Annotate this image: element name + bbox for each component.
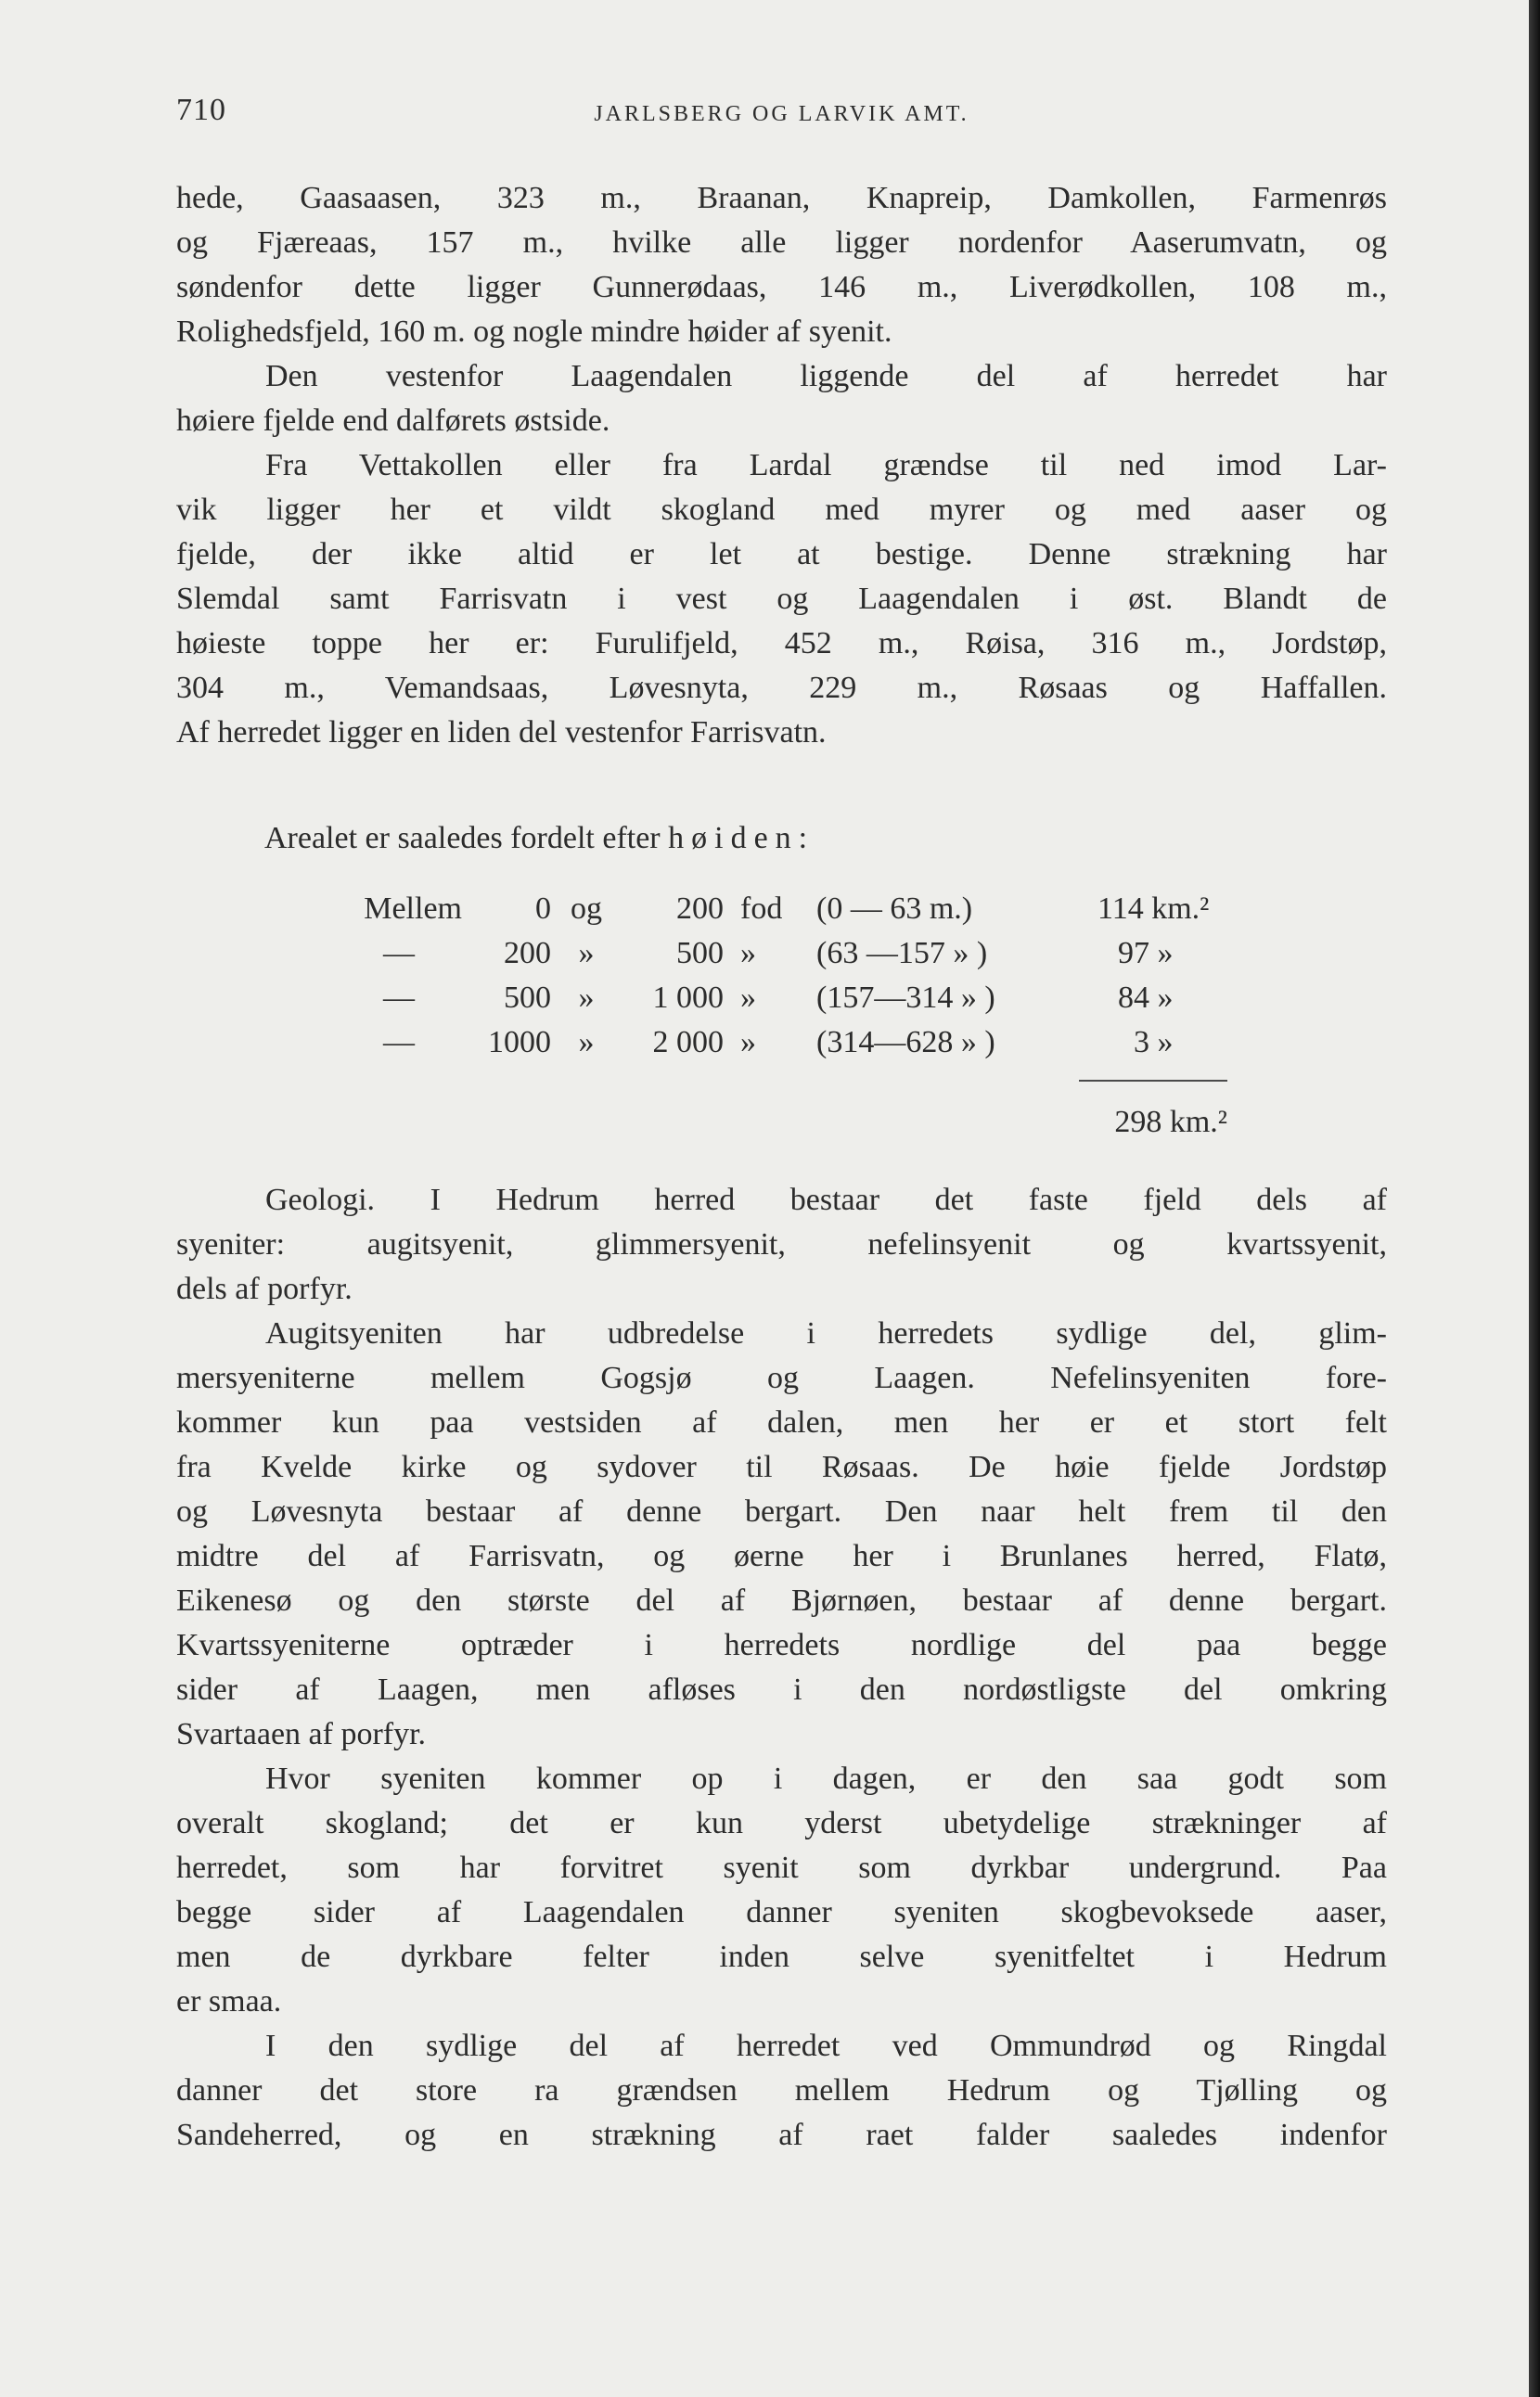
text-line: syeniter: augitsyenit, glimmersyenit, nefelinsyenit og kvartssyenit, — [176, 1227, 1387, 1262]
row-range: (63 —157 » ) — [816, 936, 988, 970]
text-line: Kvartssyeniterne optræder i herredets nordlige del paa begge — [176, 1628, 1387, 1662]
height-table-intro — [264, 816, 815, 861]
text-line: overalt skogland; det er kun yderst ubetydelige strækninger af — [176, 1806, 1387, 1840]
row-to: 1 000 — [652, 981, 724, 1015]
text-line: høiere fjelde end dalførets østside. — [176, 404, 610, 438]
table-row — [0, 976, 1540, 1020]
total-rule — [1079, 1080, 1227, 1082]
text-line: Geologi. I Hedrum herred bestaar det faste fjeld dels af — [265, 1183, 1387, 1217]
text-line: Augitsyeniten har udbredelse i herredets sydlige del, glim- — [265, 1316, 1387, 1351]
row-area: 3 » — [1134, 1025, 1174, 1059]
text-line: Svartaaen af porfyr. — [176, 1717, 427, 1751]
text-line: Af herredet ligger en liden del vestenfor Farrisvatn. — [176, 715, 827, 750]
row-from: 0 — [535, 891, 551, 926]
text-line: vik ligger her et vildt skogland med myrer og med aaser og — [176, 493, 1387, 527]
table-row — [0, 1020, 1540, 1065]
row-from: 1000 — [488, 1025, 551, 1059]
row-og: » — [578, 981, 595, 1015]
table-total: 298 km.² — [1114, 1105, 1227, 1139]
row-to: 2 000 — [652, 1025, 724, 1059]
page-number: 710 — [176, 93, 226, 127]
text-line: fjelde, der ikke altid er let at bestige. Denne strækning har — [176, 537, 1387, 571]
text-line: Sandeherred, og en strækning af raet falder saaledes indenfor — [176, 2118, 1387, 2152]
text-line: Fra Vettakollen eller fra Lardal grændse til ned imod Lar- — [265, 448, 1387, 482]
text-line: herredet, som har forvitret syenit som dyrkbar undergrund. Paa — [176, 1851, 1387, 1885]
text-line: mersyeniterne mellem Gogsjø og Laagen. Nefelinsyeniten fore- — [176, 1361, 1387, 1395]
text-line: kommer kun paa vestsiden af dalen, men her er et stort felt — [176, 1405, 1387, 1440]
running-title: JARLSBERG OG LARVIK AMT. — [594, 102, 969, 126]
page-edge-shadow — [1529, 0, 1540, 2397]
text-line: Den vestenfor Laagendalen liggende del af herredet har — [265, 359, 1387, 393]
text-line: og Fjæreaas, 157 m., hvilke alle ligger nordenfor Aaserumvatn, og — [176, 225, 1387, 260]
row-og: » — [578, 936, 595, 970]
text-line: begge sider af Laagendalen danner syeniten skogbevoksede aaser, — [176, 1895, 1387, 1929]
text-line: dels af porfyr. — [176, 1272, 353, 1306]
row-lead: — — [383, 936, 415, 970]
text-line: og Løvesnyta bestaar af denne bergart. Den naar helt frem til den — [176, 1494, 1387, 1529]
row-unit: fod — [740, 891, 783, 926]
text-line: 304 m., Vemandsaas, Løvesnyta, 229 m., Røsaas og Haffallen. — [176, 671, 1387, 705]
row-range: (157—314 » ) — [816, 981, 995, 1015]
row-og: » — [578, 1025, 595, 1059]
row-lead: — — [383, 981, 415, 1015]
row-unit: » — [740, 981, 756, 1015]
text-line: men de dyrkbare felter inden selve syenitfeltet i Hedrum — [176, 1940, 1387, 1974]
text-line: Eikenesø og den største del af Bjørnøen, bestaar af denne bergart. — [176, 1583, 1387, 1618]
row-from: 500 — [504, 981, 551, 1015]
page-header — [176, 93, 1387, 130]
text-line: Hvor syeniten kommer op i dagen, er den saa godt som — [265, 1762, 1387, 1796]
text-line: er smaa. — [176, 1984, 282, 2019]
text-line: fra Kvelde kirke og sydover til Røsaas. De høie fjelde Jordstøp — [176, 1450, 1387, 1484]
text-line: Rolighedsfjeld, 160 m. og nogle mindre høider af syenit. — [176, 314, 892, 349]
text-line: Slemdal samt Farrisvatn i vest og Laagendalen i øst. Blandt de — [176, 582, 1387, 616]
table-intro-spaced: høiden: — [668, 821, 815, 855]
text-line: midtre del af Farrisvatn, og øerne her i Brunlanes herred, Flatø, — [176, 1539, 1387, 1573]
row-to: 500 — [676, 936, 724, 970]
row-lead: — — [383, 1025, 415, 1059]
row-lead: Mellem — [364, 891, 462, 926]
table-intro-text: Arealet er saaledes fordelt efter — [264, 821, 661, 855]
table-row — [0, 887, 1540, 931]
row-range: (314—628 » ) — [816, 1025, 995, 1059]
text-line: I den sydlige del af herredet ved Ommundrød og Ringdal — [265, 2029, 1387, 2063]
text-line: sider af Laagen, men afløses i den nordøstligste del omkring — [176, 1673, 1387, 1707]
paragraph-block-geology — [176, 1178, 1387, 2158]
row-unit: » — [740, 1025, 756, 1059]
row-area: 84 » — [1118, 981, 1174, 1015]
row-to: 200 — [676, 891, 724, 926]
table-row — [0, 931, 1540, 976]
row-range: (0 — 63 m.) — [816, 891, 973, 926]
row-from: 200 — [504, 936, 551, 970]
text-line: danner det store ra grændsen mellem Hedrum og Tjølling og — [176, 2073, 1387, 2108]
row-area: 114 km.² — [1097, 891, 1210, 926]
paragraph-block-terrain — [176, 176, 1387, 755]
row-unit: » — [740, 936, 756, 970]
row-area: 97 » — [1118, 936, 1174, 970]
text-line: hede, Gaasaasen, 323 m., Braanan, Knapreip, Damkollen, Farmenrøs — [176, 181, 1387, 215]
row-og: og — [571, 891, 602, 926]
text-line: søndenfor dette ligger Gunnerødaas, 146 m., Liverødkollen, 108 m., — [176, 270, 1387, 304]
text-line: høieste toppe her er: Furulifjeld, 452 m., Røisa, 316 m., Jordstøp, — [176, 626, 1387, 660]
